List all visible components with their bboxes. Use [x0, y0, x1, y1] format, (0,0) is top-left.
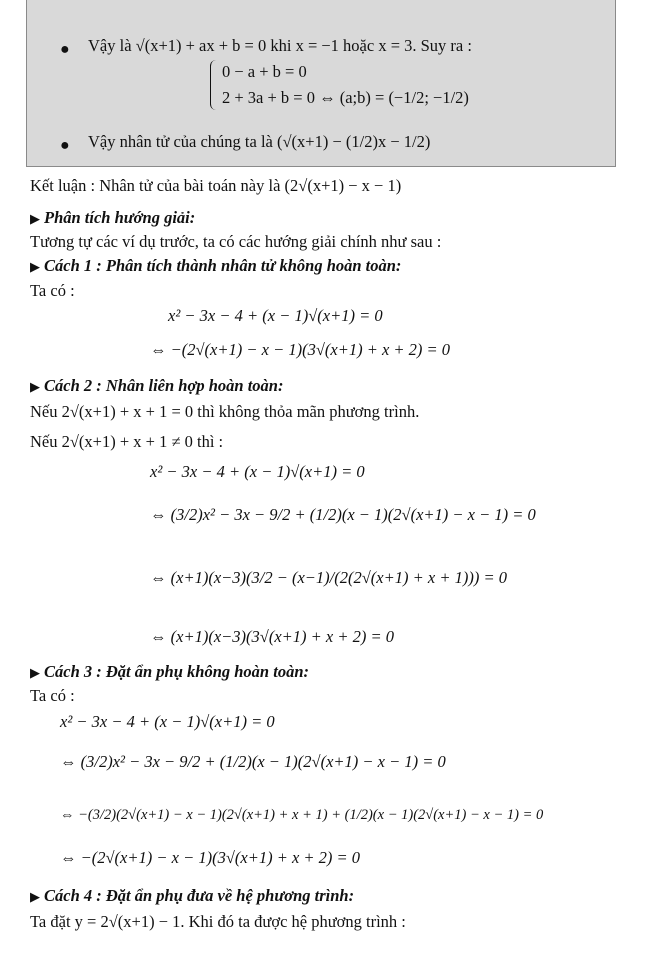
method-4-text: Ta đặt y = 2√(x+1) − 1. Khi đó ta được hệ phương trình :	[30, 912, 406, 931]
method-4-heading: ▶ Cách 4 : Đặt ẩn phụ đưa về hệ phương trình:	[30, 886, 355, 905]
method-2-eq-2: ⇔ (3/2)x² − 3x − 9/2 + (1/2)(x − 1)(2√(x+1) − x − 1) = 0	[150, 505, 536, 524]
method-2-case-2: Nếu 2√(x+1) + x + 1 ≠ 0 thì :	[30, 432, 224, 451]
box-line-1: Vậy là √(x+1) + ax + b = 0 khi x = −1 hoặc x = 3. Suy ra :	[88, 36, 472, 55]
box-line-2: 0 − a + b = 0	[222, 62, 307, 81]
analysis-heading: ▶ Phân tích hướng giải:	[30, 208, 196, 227]
triangle-bullet-icon: ▶	[30, 211, 40, 226]
triangle-bullet-icon: ▶	[30, 665, 40, 680]
method-3-eq-2: ⇔ (3/2)x² − 3x − 9/2 + (1/2)(x − 1)(2√(x+1) − x − 1) = 0	[60, 752, 446, 771]
method-2-eq-4: ⇔ (x+1)(x−3)(3√(x+1) + x + 2) = 0	[150, 627, 394, 646]
bullet-icon: ●	[60, 41, 70, 58]
method-3-eq-1: x² − 3x − 4 + (x − 1)√(x+1) = 0	[60, 712, 275, 731]
bullet-icon: ●	[60, 137, 70, 154]
triangle-bullet-icon: ▶	[30, 379, 40, 394]
method-3-eq-3: ⇔ −(3/2)(2√(x+1) − x − 1)(2√(x+1) + x + 1) + (1/2)(x − 1)(2√(x+1) − x − 1) = 0	[60, 807, 544, 823]
method-3-taco: Ta có :	[30, 686, 75, 705]
triangle-bullet-icon: ▶	[30, 259, 40, 274]
method-2-eq-3: ⇔ (x+1)(x−3)(3/2 − (x−1)/(2(2√(x+1) + x + 1))) = 0	[150, 568, 507, 587]
method-3-eq-4: ⇔ −(2√(x+1) − x − 1)(3√(x+1) + x + 2) = 0	[60, 848, 361, 867]
method-1-eq-1: x² − 3x − 4 + (x − 1)√(x+1) = 0	[168, 306, 383, 325]
method-1-taco: Ta có :	[30, 281, 75, 300]
method-2-eq-1: x² − 3x − 4 + (x − 1)√(x+1) = 0	[150, 462, 365, 481]
method-2-case-1: Nếu 2√(x+1) + x + 1 = 0 thì không thỏa mãn phương trình.	[30, 402, 420, 421]
triangle-bullet-icon: ▶	[30, 889, 40, 904]
system-brace	[210, 60, 219, 110]
method-3-heading: ▶ Cách 3 : Đặt ẩn phụ không hoàn toàn:	[30, 662, 309, 681]
method-1-heading: ▶ Cách 1 : Phân tích thành nhân tử không hoàn toàn:	[30, 256, 402, 275]
box-line-4: Vậy nhân tử của chúng ta là (√(x+1) − (1/2)x − 1/2)	[88, 132, 431, 151]
method-2-heading: ▶ Cách 2 : Nhân liên hợp hoàn toàn:	[30, 376, 284, 395]
box-line-3: 2 + 3a + b = 0 ⇔ (a;b) = (−1/2; −1/2)	[222, 88, 469, 107]
method-1-eq-2: ⇔ −(2√(x+1) − x − 1)(3√(x+1) + x + 2) = 0	[150, 340, 451, 359]
conclusion-text: Kết luận : Nhân tử của bài toán này là (2√(x+1) − x − 1)	[30, 176, 402, 195]
analysis-intro: Tương tự các ví dụ trước, ta có các hướng giải chính như sau :	[30, 232, 442, 251]
